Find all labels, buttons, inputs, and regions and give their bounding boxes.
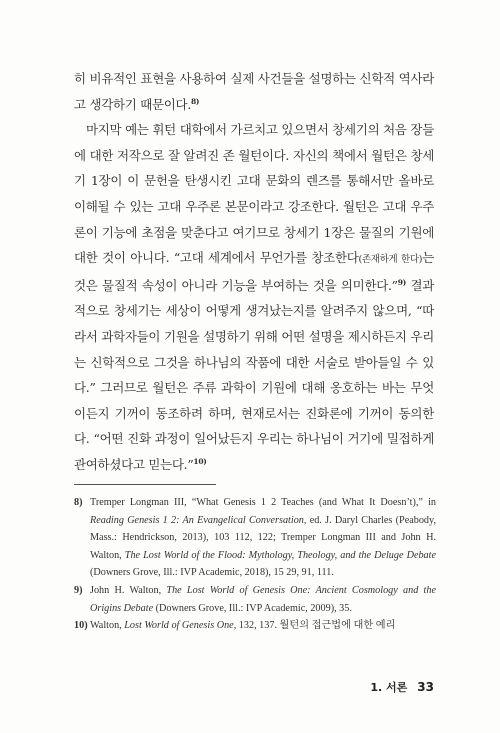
gloss-text: (존재하게 한다): [358, 254, 423, 266]
text-run: 는 것은 물질적 속성이 아니라 기능을 부여하는 것을 의미한다.”: [74, 250, 434, 293]
text-run: 히 비유적인 표현을 사용하여 실제 사건들을 설명하는 신학적 역사라고 생각하기 때문이다.: [74, 71, 434, 112]
title-italic: Reading Genesis 1 2: An Evangelical Conversation: [90, 514, 304, 526]
text-run: Tremper Longman III, “What Genesis 1 2 Teaches (and What It Doesn’t),” in: [90, 497, 436, 508]
footnote-10: [74, 617, 436, 635]
paragraph-1: [74, 66, 434, 117]
footnote-text: [90, 494, 436, 582]
footnote-ref: 8): [191, 96, 200, 106]
text-run: John H. Walton,: [90, 584, 167, 596]
page-footer: [370, 679, 434, 695]
footnote-number: 9): [74, 584, 83, 596]
footnote-text: [90, 582, 436, 617]
main-body-text: [74, 66, 434, 478]
footnote-ref: 9): [397, 277, 406, 287]
footnote-ref: 10): [193, 456, 207, 466]
page-number: 33: [417, 680, 434, 694]
text-run: 결과적으로 창세기는 세상이 어떻게 생겨났는지를 알려주지 않으며, “따라서 과학자들이 기원을 설명하기 위해 어떤 설명을 제시하든지 우리는 신학적으로 그것을 하나님의 작품에 대한 서술로 받아들일 수 있다.” 그러므로 월턴은 주류 과학이 기원에 대해 옹호하는 바는 무엇이든지 기꺼이 동조하려 하며, 현재로서는 진화론에 기꺼이 동의한다. “어떤 진화 과정이 일어났든지 우리는 하나님이 거기에 밀접하게 관여하셨다고 믿는다.”: [74, 277, 434, 472]
running-section-title: 1. 서론: [370, 681, 408, 694]
text-run: 마지막 예는 휘턴 대학에서 가르치고 있으면서 창세기의 처음 장들에 대한 저작으로 잘 알려진 존 월턴이다. 자신의 책에서 월턴은 창세기 1장이 이 문헌을 탄생시킨 고대 문화의 렌즈를 통해서만 올바로 이해될 수 있는 고대 우주론 본문이라고 강조한다. 월턴은 고대 우주론이 기능에 초점을 맞춘다고 여기므로 창세기 1장은 물질의 기원에 대한 것이 아니다. “고대 세계에서 무언가를 창조한다: [74, 122, 434, 266]
text-run: , 132, 137. 월턴의 접근법에 대한 예리: [233, 620, 396, 632]
footnote-8: [74, 494, 436, 582]
footnotes: [74, 494, 436, 635]
text-run: , ed. J. Daryl Charles (Peabody, Mass.: Hendrickson, 2013), 103 112, 122; Tremper Longman III and John H. Walton,: [90, 514, 436, 561]
text-run: Walton,: [90, 620, 125, 632]
footnote-9: [74, 582, 436, 617]
paragraph-2: [74, 117, 434, 477]
footnote-text: [90, 617, 436, 635]
title-italic: The Lost World of Genesis One: Ancient Cosmology and the Origins Debate: [90, 584, 436, 614]
title-italic: Lost World of Genesis One: [124, 620, 234, 632]
footnote-number: 8): [74, 497, 83, 508]
text-run: (Downers Grove, Ill.: IVP Academic, 2009), 35.: [153, 602, 352, 614]
footnote-number: 10): [74, 620, 88, 632]
text-run: (Downers Grove, Ill.: IVP Academic, 2018), 15 29, 91, 111.: [90, 567, 334, 579]
title-italic: The Lost World of the Flood: Mythology, Theology, and the Deluge Debate: [124, 549, 437, 561]
footnote-divider: [74, 484, 216, 485]
